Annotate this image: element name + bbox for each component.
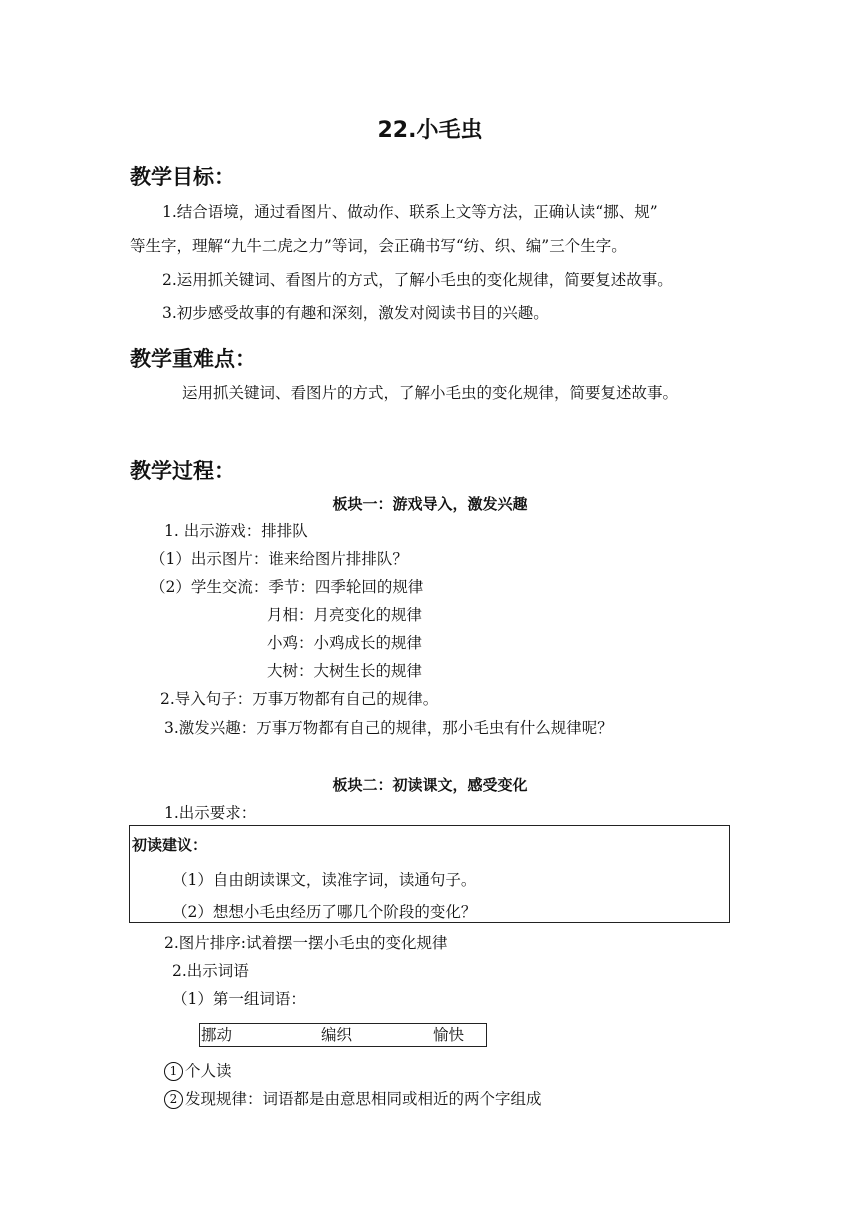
objective-1-line-2: 等生字，理解“九牛二虎之力”等词，会正确书写“纺、织、编”三个生字。 bbox=[130, 237, 627, 255]
step-1-text: 个人读 bbox=[185, 1062, 232, 1080]
objective-3: 3.初步感受故事的有趣和深刻，激发对阅读书目的兴趣。 bbox=[162, 304, 549, 322]
step-2-text: 发现规律：词语都是由意思相同或相近的两个字组成 bbox=[185, 1090, 542, 1108]
page-title: 22.小毛虫 bbox=[377, 118, 483, 143]
block1-line-6: 大树：大树生长的规律 bbox=[267, 662, 423, 680]
step-1 bbox=[164, 1061, 232, 1081]
block2-line-2: 2.图片排序:试着摆一摆小毛虫的变化规律 bbox=[164, 934, 448, 952]
word-3: 愉快 bbox=[433, 1026, 465, 1044]
block1-line-1: 1. 出示游戏：排排队 bbox=[164, 522, 308, 540]
key-points-text: 运用抓关键词、看图片的方式，了解小毛虫的变化规律，简要复述故事。 bbox=[182, 384, 679, 402]
word-group-box bbox=[199, 1023, 487, 1047]
block1-title: 板块一：游戏导入，激发兴趣 bbox=[332, 495, 528, 513]
block1-line-3: （2）学生交流：季节：四季轮回的规律 bbox=[150, 578, 424, 596]
reading-suggestions-box bbox=[129, 825, 730, 923]
objective-2: 2.运用抓关键词、看图片的方式，了解小毛虫的变化规律，简要复述故事。 bbox=[162, 271, 673, 289]
suggestion-2: （2）想想小毛虫经历了哪几个阶段的变化？ bbox=[172, 903, 477, 921]
circled-number-2: 2 bbox=[164, 1090, 183, 1109]
word-2: 编织 bbox=[321, 1026, 353, 1044]
process-heading: 教学过程： bbox=[130, 459, 235, 483]
block2-title: 板块二：初读课文，感受变化 bbox=[332, 776, 528, 794]
block2-line-1: 1.出示要求： bbox=[164, 804, 257, 822]
suggestion-1: （1）自由朗读课文，读准字词，读通句子。 bbox=[172, 871, 477, 889]
block1-line-5: 小鸡：小鸡成长的规律 bbox=[267, 634, 423, 652]
block1-line-7: 2.导入句子：万事万物都有自己的规律。 bbox=[160, 690, 439, 708]
key-points-heading: 教学重难点： bbox=[130, 347, 256, 371]
block2-line-3: 2.出示词语 bbox=[172, 962, 249, 980]
objectives-heading: 教学目标： bbox=[130, 165, 235, 189]
step-2 bbox=[164, 1089, 542, 1109]
block1-line-8: 3.激发兴趣：万事万物都有自己的规律，那小毛虫有什么规律呢？ bbox=[164, 719, 613, 737]
word-1: 挪动 bbox=[201, 1026, 233, 1044]
block1-line-2: （1）出示图片：谁来给图片排排队？ bbox=[150, 550, 408, 568]
objective-1-line-1: 1.结合语境，通过看图片、做动作、联系上文等方法，正确认读“挪、规” bbox=[162, 203, 658, 221]
reading-suggestions-label: 初读建议： bbox=[132, 836, 208, 854]
circled-number-1: 1 bbox=[164, 1062, 183, 1081]
block2-line-4: （1）第一组词语： bbox=[172, 990, 306, 1008]
block1-line-4: 月相：月亮变化的规律 bbox=[267, 606, 423, 624]
